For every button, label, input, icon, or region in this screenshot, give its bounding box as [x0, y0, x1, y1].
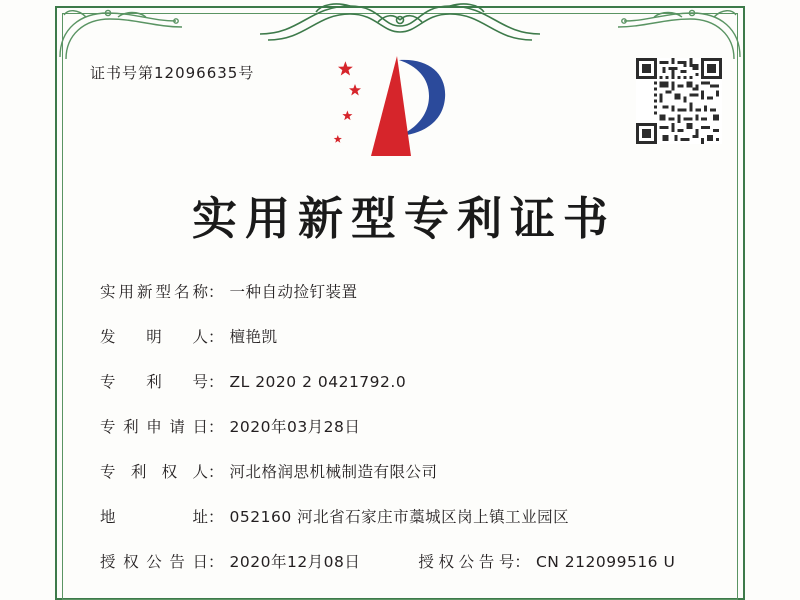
top-ornament-decoration — [250, 0, 550, 44]
qr-code-icon — [636, 58, 722, 144]
field-colon: ： — [208, 328, 224, 346]
field-colon: ： — [208, 508, 224, 526]
field-colon: ： — [208, 463, 224, 481]
field-value: 2020年12月08日 — [229, 553, 361, 571]
field-label: 专利申请日 — [100, 418, 208, 436]
field-colon: ： — [208, 553, 224, 571]
field-label: 授权公告号 — [418, 553, 515, 571]
field-label: 专利权人 — [100, 463, 208, 481]
field-value: 052160 河北省石家庄市藁城区岗上镇工业园区 — [229, 508, 570, 526]
corner-flourish-top-left — [56, 7, 206, 62]
field-group-grant-announcement-number — [418, 550, 675, 572]
page-title: 实用新型专利证书 — [191, 192, 616, 245]
field-value: ZL 2020 2 0421792.0 — [229, 373, 407, 391]
field-row-patentee — [100, 460, 710, 482]
field-value: 河北格润思机械制造有限公司 — [229, 463, 438, 481]
field-row-inventor — [100, 325, 710, 347]
field-row-patent-number — [100, 370, 710, 392]
cnipa-emblem-icon — [325, 48, 475, 163]
field-label: 专利号 — [100, 373, 208, 391]
field-label: 实用新型名称 — [100, 283, 208, 301]
field-row-application-date — [100, 415, 710, 437]
field-label: 发明人 — [100, 328, 208, 346]
corner-flourish-top-right — [594, 7, 744, 62]
certificate-number: 证书号第12096635号 — [90, 64, 255, 82]
field-colon: ： — [208, 373, 224, 391]
field-colon: ： — [514, 553, 530, 571]
field-value: 一种自动捡钉装置 — [229, 283, 358, 301]
field-colon: ： — [208, 418, 224, 436]
field-colon: ： — [208, 283, 224, 301]
field-row-utility-model-name — [100, 280, 710, 302]
field-value: 2020年03月28日 — [229, 418, 361, 436]
field-value: CN 212099516 U — [535, 553, 676, 571]
field-label: 授权公告日 — [100, 553, 208, 571]
field-row-grant-announcement — [100, 550, 710, 572]
field-value: 檀艳凯 — [229, 328, 278, 346]
certificate-fields — [100, 280, 710, 572]
field-label: 地址 — [100, 508, 208, 526]
field-row-address — [100, 505, 710, 527]
